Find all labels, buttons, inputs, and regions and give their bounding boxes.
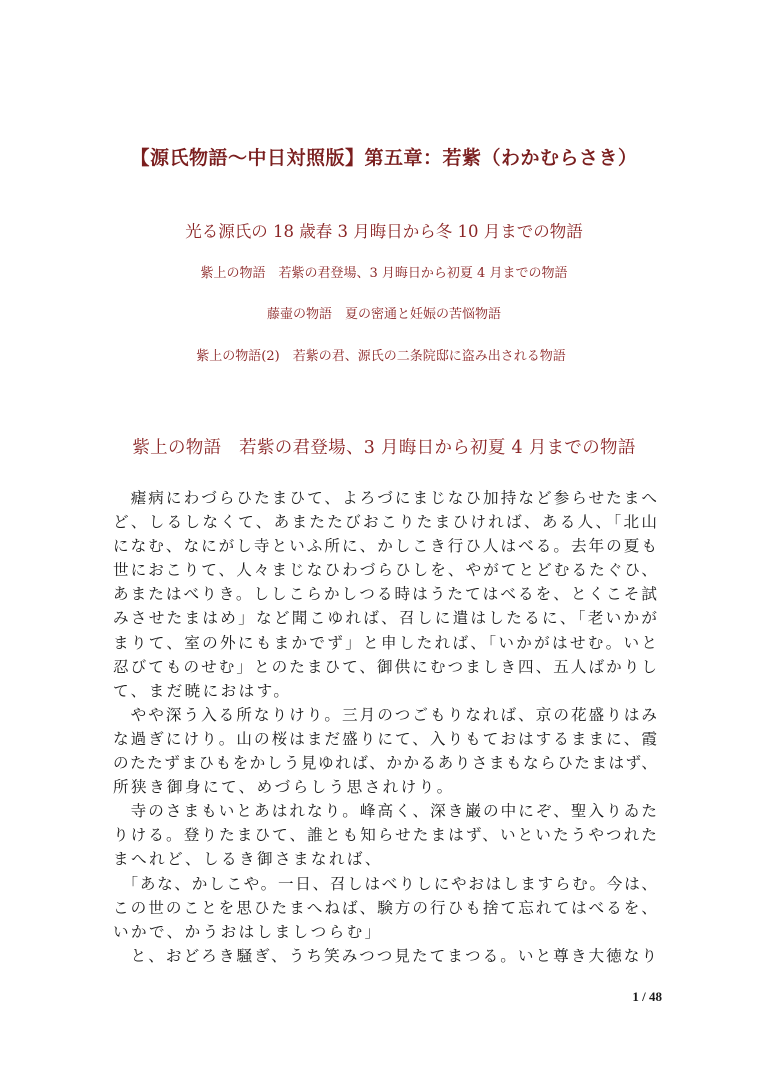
document-title: 【源氏物語〜中日対照版】第五章：若紫（わかむらさき） [130, 147, 638, 169]
section-heading: 紫上の物語 若紫の君登場、3 月晦日から初夏 4 月までの物語 [132, 438, 636, 458]
body-line: やや深う入る所なりけり。三月のつごもりなれば、京の花盛りはみ [113, 705, 657, 724]
body-line: この世のことを思ひたまへねば、験方の行ひも捨て忘れてはべるを、 [113, 898, 657, 917]
body-line: ど、しるしなくて、あまたたびおこりたまひければ、ある人、「北山 [113, 513, 657, 532]
body-line: 世におこりて、人々まじなひわづらひしを、やがてとどむるたぐひ、 [113, 561, 657, 580]
body-text [113, 486, 657, 968]
body-line: 瘧病にわづらひたまひて、よろづにまじなひ加持など参らせたまへ [113, 489, 657, 507]
body-line: りける。登りたまひて、誰とも知らせたまはず、いといたうやつれた [113, 826, 657, 845]
body-line: 「あな、かしこや。一日、召しはべりしにやおはしますらむ。今は、 [113, 874, 657, 893]
toc-link-murasaki-1[interactable]: 紫上の物語 若紫の君登場、3 月晦日から初夏 4 月までの物語 [200, 266, 568, 281]
body-line: まりて、室の外にもまかでず」と申したれば、「いかがはせむ。いと [113, 633, 657, 652]
toc-link-fujitsubo[interactable]: 藤壷の物語 夏の密通と妊娠の苦悩物語 [266, 307, 501, 322]
toc-link-overview[interactable]: 光る源氏の 18 歳春 3 月晦日から冬 10 月までの物語 [185, 222, 583, 241]
page-number: 1 / 48 [632, 989, 662, 1004]
body-line: て、まだ暁におはす。 [113, 681, 292, 700]
body-line: になむ、なにがし寺といふ所に、かしこき行ひ人はべる。去年の夏も [113, 537, 657, 556]
body-line: まへれど、しるき御さまなれば、 [113, 850, 383, 869]
body-line: 寺のさまもいとあはれなり。峰高く、深き巌の中にぞ、聖入りゐた [113, 802, 657, 821]
body-line: みさせたまはめ」など聞こゆれば、召しに遣はしたるに、「老いかが [113, 609, 657, 628]
body-line: あまたはべりき。ししこらかしつる時はうたてはべるを、とくこそ試 [113, 585, 657, 604]
body-line: 忍びてものせむ」とのたまひて、御供にむつましき四、五人ばかりし [113, 657, 657, 676]
body-line: な過ぎにけり。山の桜はまだ盛りにて、入りもておはするままに、霞 [113, 729, 657, 748]
body-line: いかで、かうおはしましつらむ」 [113, 922, 383, 941]
body-line: のたたずまひもをかしう見ゆれば、かかるありさまもならひたまはず、 [113, 754, 657, 773]
body-line: と、おどろき騒ぎ、うち笑みつつ見たてまつる。いと尊き大徳なり [113, 946, 657, 965]
body-line: 所狭き御身にて、めづらしう思されけり。 [113, 778, 455, 797]
toc-link-murasaki-2[interactable]: 紫上の物語(2) 若紫の君、源氏の二条院邸に盗み出される物語 [196, 349, 566, 364]
